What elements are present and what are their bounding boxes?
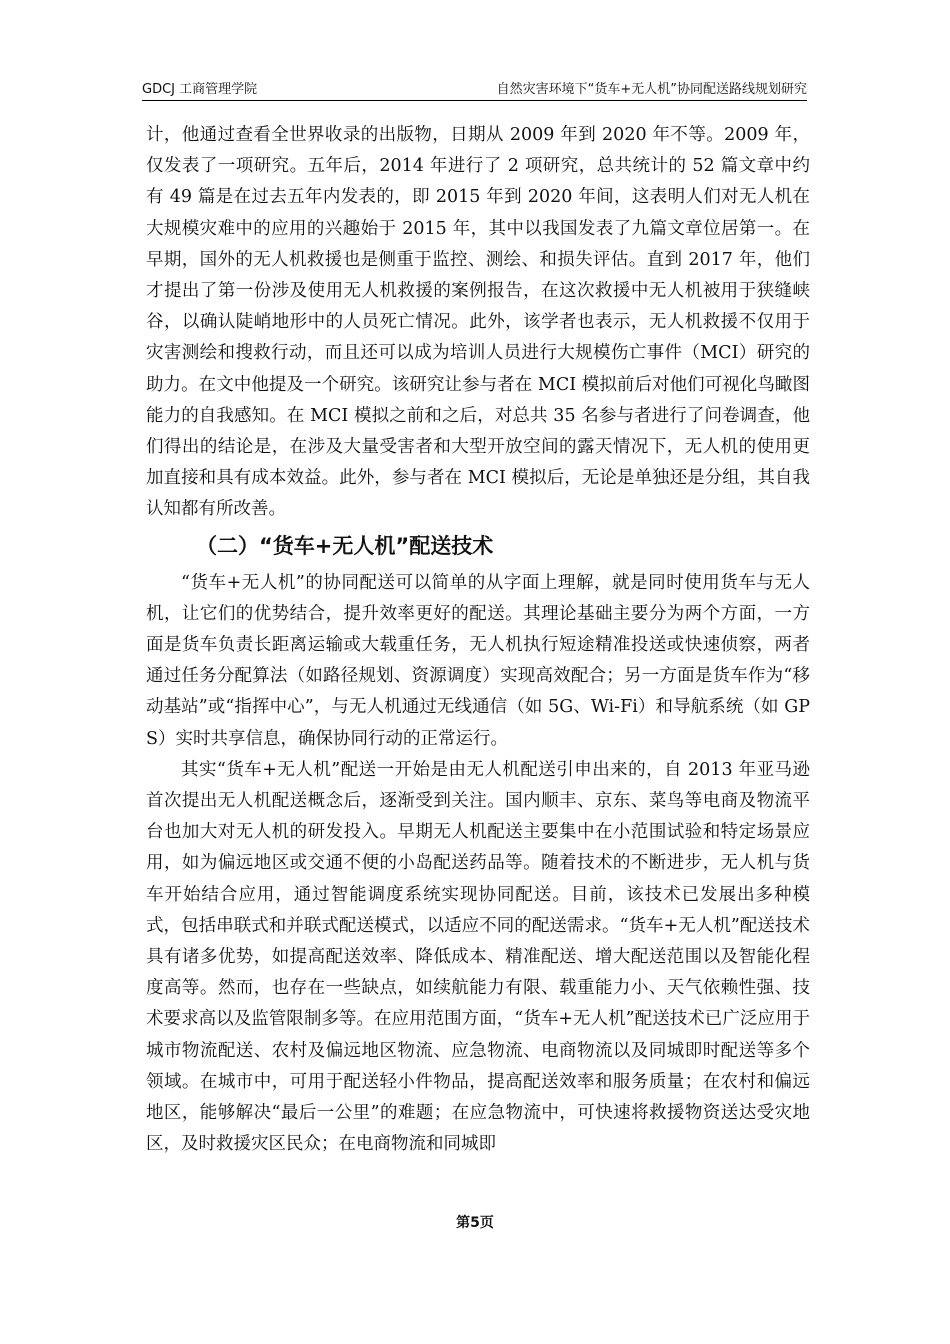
header-institution: GDCJ 工商管理学院	[142, 82, 258, 97]
page-body	[146, 120, 810, 1161]
header-divider	[142, 100, 807, 101]
paragraph-truck-drone-definition: “货车+无人机”的协同配送可以简单的从字面上理解，就是同时使用货车与无人机，让它们的优势结合，提升效率更好的配送。其理论基础主要分为两个方面，一方面是货车负责长距离运输或大载重任务，无人机执行短途精准投送或快速侦察，两者通过任务分配算法（如路径规划、资源调度）实现高效配合；另一方面是货车作为“移动基站”或“指挥中心”，与无人机通过无线通信（如 5G、Wi-Fi）和导航系统（如 GPS）实时共享信息，确保协同行动的正常运行。	[146, 572, 810, 749]
paragraph-continued: 计，他通过查看全世界收录的出版物，日期从 2009 年到 2020 年不等。2009 年，仅发表了一项研究。五年后，2014 年进行了 2 项研究，总共统计的 52 篇文章中约有 49 篇是在过去五年内发表的，即 2015 年到 2020 年间，这表明人们对无人机在大规模灾难中的应用的兴趣始于 2015 年，其中以我国发表了九篇文章位居第一。在早期，国外的无人机救援也是侧重于监控、测绘、和损失评估。直到 2017 年，他们才提出了第一份涉及使用无人机救援的案例报告，在这次救援中无人机被用于狭缝峡谷，以确认陡峭地形中的人员死亡情况。此外，该学者也表示，无人机救援不仅用于灾害测绘和搜救行动，而且还可以成为培训人员进行大规模伤亡事件（MCI）研究的助力。在文中他提及一个研究。该研究让参与者在 MCI 模拟前后对他们可视化鸟瞰图能力的自我感知。在 MCI 模拟之前和之后，对总共 35 名参与者进行了问卷调查，他们得出的结论是，在涉及大量受害者和大型开放空间的露天情况下，无人机的使用更加直接和具有成本效益。此外，参与者在 MCI 模拟后，无论是单独还是分组，其自我认知都有所改善。	[146, 125, 810, 520]
page-header	[142, 76, 807, 98]
section-heading: （二）“货车+无人机”配送技术	[196, 533, 494, 558]
header-paper-title: 自然灾害环境下“货车+无人机”协同配送路线规划研究	[496, 82, 807, 97]
paragraph-truck-drone-history: 其实“货车+无人机”配送一开始是由无人机配送引申出来的，自 2013 年亚马逊首次提出无人机配送概念后，逐渐受到关注。国内顺丰、京东、菜鸟等电商及物流平台也加大对无人机的研发投入。早期无人机配送主要集中在小范围试验和特定场景应用，如为偏远地区或交通不便的小岛配送药品等。随着技术的不断进步，无人机与货车开始结合应用，通过智能调度系统实现协同配送。目前，该技术已发展出多种模式，包括串联式和并联式配送模式，以适应不同的配送需求。“货车+无人机”配送技术具有诸多优势，如提高配送效率、降低成本、精准配送、增大配送范围以及智能化程度高等。然而，也存在一些缺点，如续航能力有限、载重能力小、天气依赖性强、技术要求高以及监管限制多等。在应用范围方面，“货车+无人机”配送技术已广泛应用于城市物流配送、农村及偏远地区物流、应急物流、电商物流以及同城即时配送等多个领域。在城市中，可用于配送轻小件物品，提高配送效率和服务质量；在农村和偏远地区，能够解决“最后一公里”的难题；在应急物流中，可快速将救援物资送达受灾地区，及时救援灾区民众；在电商物流和同城即	[146, 759, 810, 1155]
page-number: 第5页	[456, 1215, 494, 1231]
